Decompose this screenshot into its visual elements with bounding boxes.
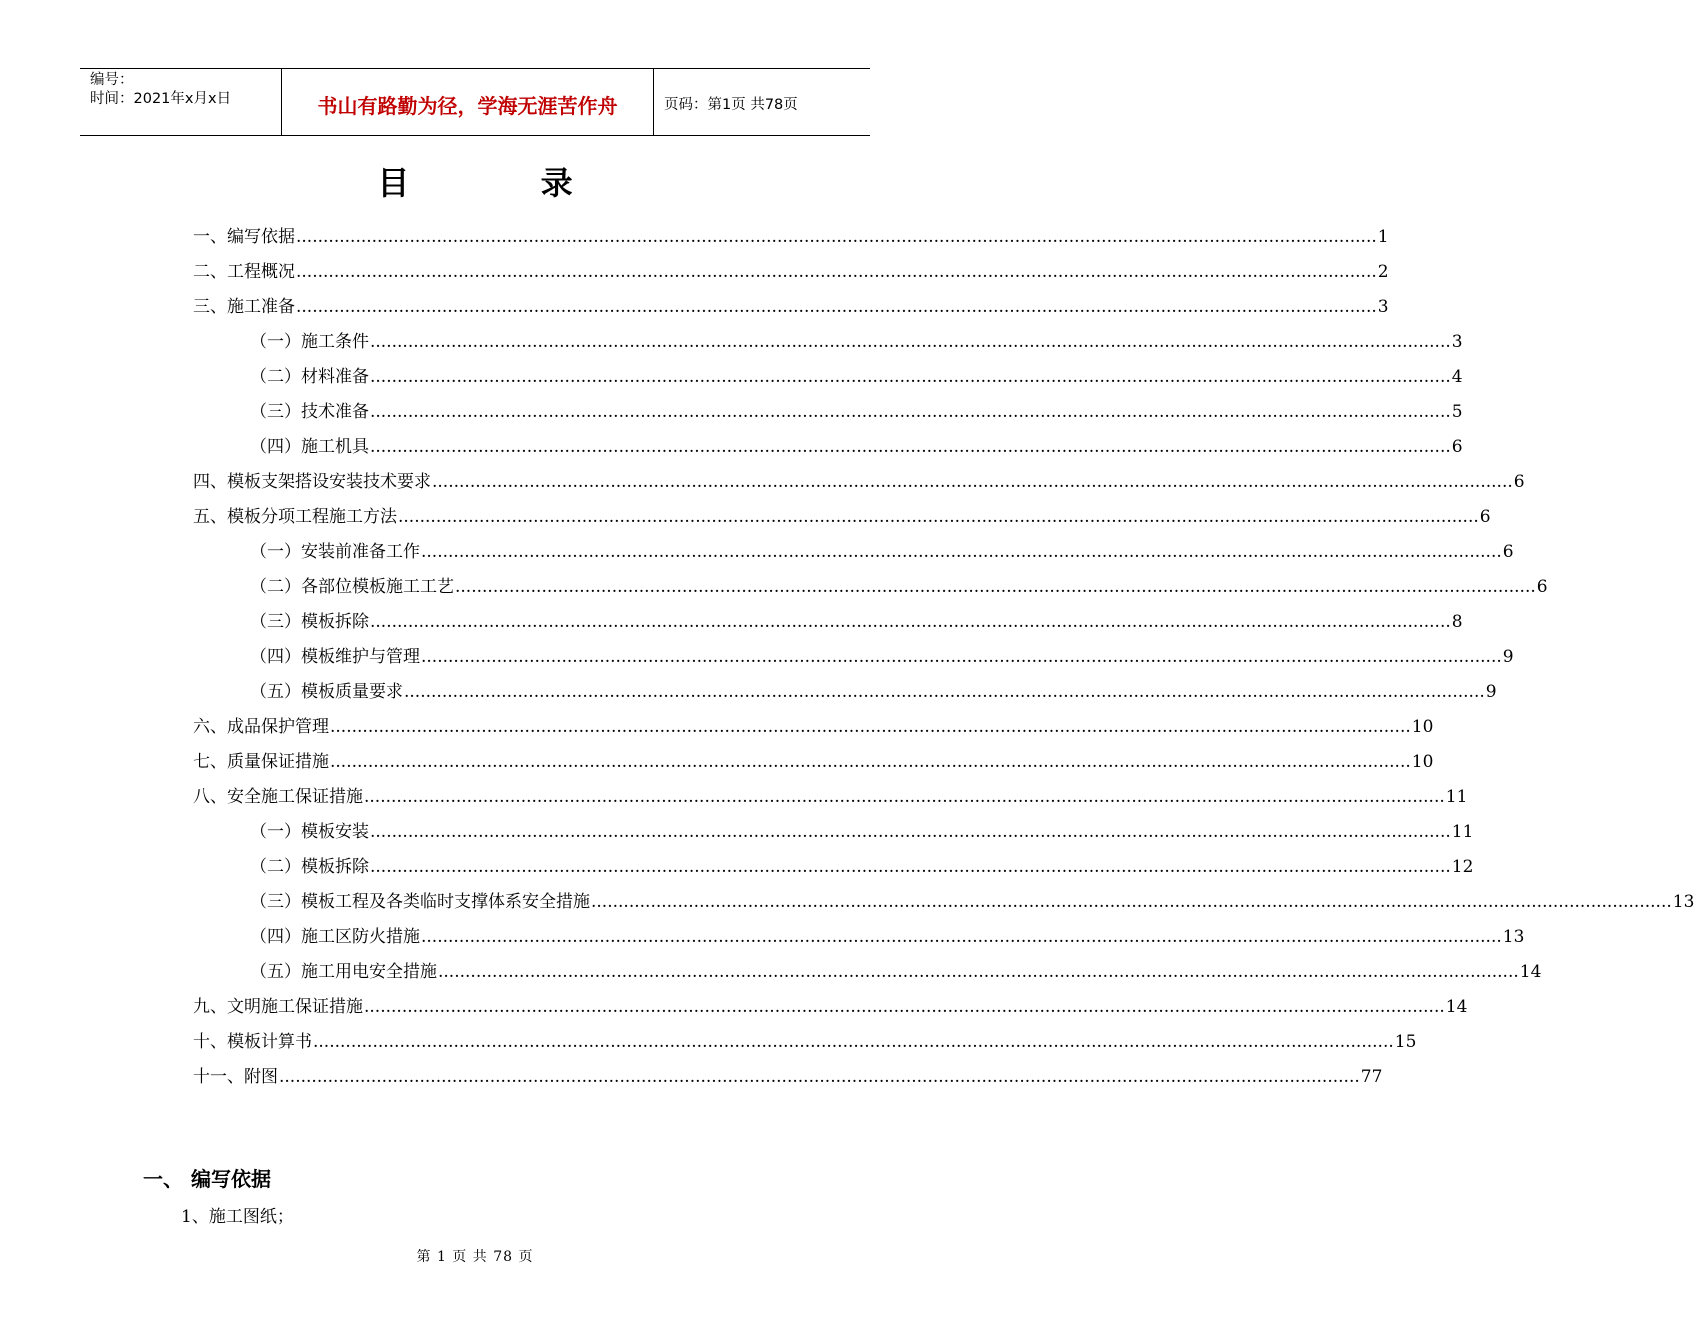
toc-entry-label: 质量保证措施 bbox=[227, 752, 329, 772]
toc-leader-dots: ........................................................................................................................................................................................................ bbox=[296, 262, 1377, 282]
toc-entry[interactable] bbox=[193, 285, 1389, 317]
header-time-label: 时间：2021年x月x日 bbox=[90, 91, 232, 107]
toc-leader-dots: ........................................................................................................................................................................................................ bbox=[370, 857, 1451, 877]
toc-entry-number: （四） bbox=[250, 927, 301, 947]
page-header bbox=[80, 68, 870, 136]
toc-entry[interactable] bbox=[193, 460, 1525, 492]
toc-entry-number: 一、 bbox=[193, 227, 227, 247]
toc-entry-page: 10 bbox=[1411, 752, 1434, 772]
toc-entry-number: （五） bbox=[250, 682, 301, 702]
toc-entry-number: （一） bbox=[250, 822, 301, 842]
body-first-item: 1、施工图纸； bbox=[181, 1207, 294, 1227]
toc-entry-label: 模板拆除 bbox=[301, 612, 369, 632]
toc-entry-label: 施工条件 bbox=[301, 332, 369, 352]
toc-leader-dots: ........................................................................................................................................................................................................ bbox=[438, 962, 1519, 982]
toc-entry-page: 1 bbox=[1377, 227, 1389, 247]
toc-entry[interactable] bbox=[250, 810, 1474, 842]
toc-entry-number: 十、 bbox=[193, 1032, 227, 1052]
toc-leader-dots: ........................................................................................................................................................................................................ bbox=[364, 787, 1445, 807]
toc-entry[interactable] bbox=[250, 425, 1463, 457]
toc-entry-label: 编写依据 bbox=[227, 227, 295, 247]
header-motto: 书山有路勤为径，学海无涯苦作舟 bbox=[282, 69, 654, 135]
section-number: 一、 bbox=[143, 1167, 183, 1191]
toc-leader-dots: ........................................................................................................................................................................................................ bbox=[421, 542, 1502, 562]
toc-leader-dots: ........................................................................................................................................................................................................ bbox=[370, 437, 1451, 457]
toc-leader-dots: ........................................................................................................................................................................................................ bbox=[591, 892, 1672, 912]
toc-entry-page: 3 bbox=[1451, 332, 1463, 352]
toc-leader-dots: ........................................................................................................................................................................................................ bbox=[370, 402, 1451, 422]
toc-entry-page: 2 bbox=[1377, 262, 1389, 282]
toc-entry-page: 11 bbox=[1451, 822, 1474, 842]
toc-entry-page: 9 bbox=[1485, 682, 1497, 702]
toc-entry[interactable] bbox=[250, 530, 1514, 562]
toc-entry-number: 八、 bbox=[193, 787, 227, 807]
toc-leader-dots: ........................................................................................................................................................................................................ bbox=[370, 612, 1451, 632]
toc-entry-label: 模板安装 bbox=[301, 822, 369, 842]
toc-leader-dots: ........................................................................................................................................................................................................ bbox=[370, 367, 1451, 387]
toc-entry-number: （三） bbox=[250, 612, 301, 632]
toc-entry-number: （二） bbox=[250, 857, 301, 877]
toc-leader-dots: ........................................................................................................................................................................................................ bbox=[432, 472, 1513, 492]
toc-entry-page: 15 bbox=[1394, 1032, 1417, 1052]
toc-entry-label: 安全施工保证措施 bbox=[227, 787, 363, 807]
toc-entry-page: 6 bbox=[1536, 577, 1548, 597]
toc-entry-page: 9 bbox=[1502, 647, 1514, 667]
toc-entry[interactable] bbox=[250, 565, 1548, 597]
toc-entry-page: 5 bbox=[1451, 402, 1463, 422]
toc-entry-number: （二） bbox=[250, 577, 301, 597]
toc-leader-dots: ........................................................................................................................................................................................................ bbox=[421, 927, 1502, 947]
toc-entry-page: 14 bbox=[1445, 997, 1468, 1017]
toc-entry-page: 13 bbox=[1502, 927, 1525, 947]
toc-leader-dots: ........................................................................................................................................................................................................ bbox=[455, 577, 1536, 597]
toc-entry[interactable] bbox=[250, 880, 1694, 912]
toc-entry[interactable] bbox=[193, 215, 1389, 247]
toc-entry[interactable] bbox=[250, 915, 1525, 947]
toc-leader-dots: ........................................................................................................................................................................................................ bbox=[364, 997, 1445, 1017]
toc-entry-page: 6 bbox=[1451, 437, 1463, 457]
toc-entry-label: 模板支架搭设安装技术要求 bbox=[227, 472, 431, 492]
toc-entry-number: （五） bbox=[250, 962, 301, 982]
toc-entry-number: 九、 bbox=[193, 997, 227, 1017]
toc-entry-label: 附图 bbox=[244, 1067, 278, 1087]
toc-entry-page: 13 bbox=[1672, 892, 1694, 912]
toc-entry-page: 12 bbox=[1451, 857, 1474, 877]
toc-entry[interactable] bbox=[193, 1055, 1383, 1087]
toc-entry[interactable] bbox=[193, 1020, 1417, 1052]
toc-leader-dots: ........................................................................................................................................................................................................ bbox=[421, 647, 1502, 667]
toc-entry-label: 材料准备 bbox=[301, 367, 369, 387]
toc-entry-number: （四） bbox=[250, 437, 301, 457]
toc-entry-page: 4 bbox=[1451, 367, 1463, 387]
toc-entry-label: 安装前准备工作 bbox=[301, 542, 420, 562]
toc-entry[interactable] bbox=[250, 845, 1474, 877]
header-meta bbox=[80, 69, 282, 135]
toc-leader-dots: ........................................................................................................................................................................................................ bbox=[313, 1032, 1394, 1052]
toc-entry-number: 七、 bbox=[193, 752, 227, 772]
toc-entry-label: 施工准备 bbox=[227, 297, 295, 317]
toc-entry-label: 模板分项工程施工方法 bbox=[227, 507, 397, 527]
toc-leader-dots: ........................................................................................................................................................................................................ bbox=[370, 332, 1451, 352]
header-page-info: 页码：第1页 共78页 bbox=[664, 96, 798, 113]
toc-entry-label: 技术准备 bbox=[301, 402, 369, 422]
page-footer: 第 1 页 共 78 页 bbox=[416, 1249, 534, 1265]
section-heading bbox=[143, 1163, 271, 1192]
toc-entry-number: （一） bbox=[250, 332, 301, 352]
toc-entry[interactable] bbox=[193, 740, 1434, 772]
toc-entry[interactable] bbox=[193, 495, 1491, 527]
toc-leader-dots: ........................................................................................................................................................................................................ bbox=[398, 507, 1479, 527]
toc-entry-label: 施工用电安全措施 bbox=[301, 962, 437, 982]
toc-entry[interactable] bbox=[193, 775, 1468, 807]
toc-entry-label: 施工区防火措施 bbox=[301, 927, 420, 947]
toc-entry-number: 六、 bbox=[193, 717, 227, 737]
toc-entry-label: 施工机具 bbox=[301, 437, 369, 457]
toc-entry[interactable] bbox=[250, 950, 1542, 982]
toc-entry[interactable] bbox=[250, 355, 1463, 387]
section-title: 编写依据 bbox=[191, 1167, 271, 1191]
toc-entry-number: 二、 bbox=[193, 262, 227, 282]
toc-entry-label: 模板维护与管理 bbox=[301, 647, 420, 667]
toc-entry-page: 6 bbox=[1479, 507, 1491, 527]
toc-leader-dots: ........................................................................................................................................................................................................ bbox=[330, 752, 1411, 772]
toc-entry[interactable] bbox=[250, 600, 1463, 632]
toc-entry-page: 8 bbox=[1451, 612, 1463, 632]
toc-entry-label: 模板质量要求 bbox=[301, 682, 403, 702]
toc-leader-dots: ........................................................................................................................................................................................................ bbox=[370, 822, 1451, 842]
toc-entry-label: 模板工程及各类临时支撑体系安全措施 bbox=[301, 892, 590, 912]
toc-entry-number: 十一、 bbox=[193, 1067, 244, 1087]
toc-entry[interactable] bbox=[250, 670, 1497, 702]
toc-entry-page: 11 bbox=[1445, 787, 1468, 807]
toc-entry[interactable] bbox=[250, 390, 1463, 422]
toc-leader-dots: ........................................................................................................................................................................................................ bbox=[296, 227, 1377, 247]
toc-entry-label: 文明施工保证措施 bbox=[227, 997, 363, 1017]
toc-entry-page: 3 bbox=[1377, 297, 1389, 317]
toc-leader-dots: ........................................................................................................................................................................................................ bbox=[330, 717, 1411, 737]
toc-entry-label: 各部位模板施工工艺 bbox=[301, 577, 454, 597]
toc-entry-number: 五、 bbox=[193, 507, 227, 527]
toc-entry-number: 四、 bbox=[193, 472, 227, 492]
toc-leader-dots: ........................................................................................................................................................................................................ bbox=[279, 1067, 1360, 1087]
toc-entry-page: 10 bbox=[1411, 717, 1434, 737]
toc-entry-number: （三） bbox=[250, 402, 301, 422]
toc-entry-page: 6 bbox=[1513, 472, 1525, 492]
toc-leader-dots: ........................................................................................................................................................................................................ bbox=[404, 682, 1485, 702]
toc-entry[interactable] bbox=[193, 985, 1468, 1017]
toc-entry-label: 模板计算书 bbox=[227, 1032, 312, 1052]
toc-entry-page: 6 bbox=[1502, 542, 1514, 562]
toc-title: 目 录 bbox=[377, 164, 633, 202]
toc-entry-number: （一） bbox=[250, 542, 301, 562]
toc-entry[interactable] bbox=[250, 635, 1514, 667]
toc-entry[interactable] bbox=[193, 250, 1389, 282]
toc-entry-number: （四） bbox=[250, 647, 301, 667]
toc-leader-dots: ........................................................................................................................................................................................................ bbox=[296, 297, 1377, 317]
toc-entry-label: 工程概况 bbox=[227, 262, 295, 282]
toc-entry-label: 模板拆除 bbox=[301, 857, 369, 877]
toc-entry-number: （三） bbox=[250, 892, 301, 912]
toc-entry-page: 14 bbox=[1519, 962, 1542, 982]
toc-entry-number: 三、 bbox=[193, 297, 227, 317]
toc-entry-number: （二） bbox=[250, 367, 301, 387]
toc-entry-page: 77 bbox=[1360, 1067, 1383, 1087]
toc-entry[interactable] bbox=[193, 705, 1434, 737]
header-number-label: 编号： bbox=[90, 72, 134, 88]
toc-entry[interactable] bbox=[250, 320, 1463, 352]
toc-entry-label: 成品保护管理 bbox=[227, 717, 329, 737]
